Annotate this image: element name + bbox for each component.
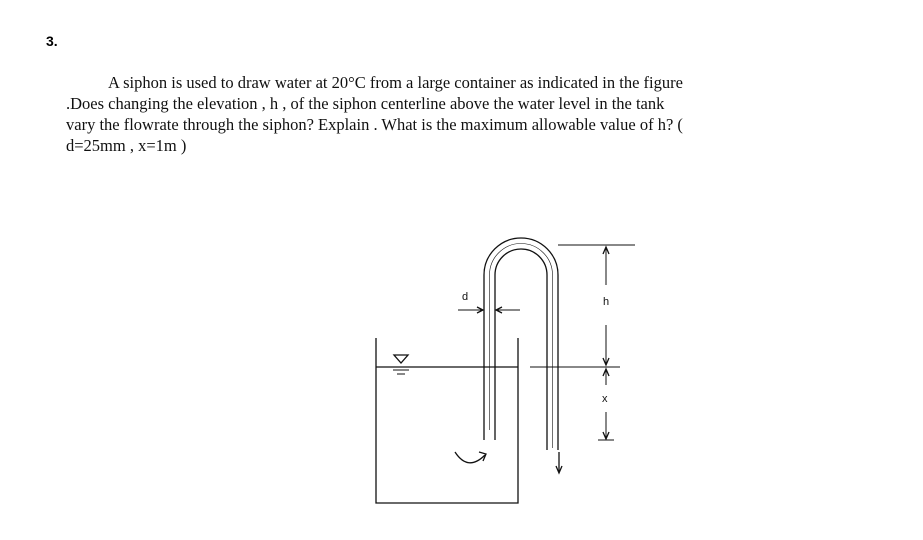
label-x: x <box>602 393 608 405</box>
problem-line-2: .Does changing the elevation , h , of the siphon centerline above the water level in the tank <box>66 94 665 113</box>
siphon-centerline <box>490 244 553 449</box>
siphon-tube-inner <box>495 249 547 450</box>
tank-outline <box>376 338 518 503</box>
label-d: d <box>462 291 469 303</box>
free-surface-symbol <box>394 355 408 363</box>
label-h: h <box>603 296 610 308</box>
question-number: 3. <box>46 33 58 49</box>
problem-line-1: A siphon is used to draw water at 20°C from a large container as indicated in the figure <box>108 73 683 92</box>
problem-line-3: vary the flowrate through the siphon? Explain . What is the maximum allowable value of h? ( <box>66 115 683 134</box>
inlet-flow-arrow <box>455 452 485 463</box>
problem-line-4: d=25mm , x=1m ) <box>66 136 187 155</box>
